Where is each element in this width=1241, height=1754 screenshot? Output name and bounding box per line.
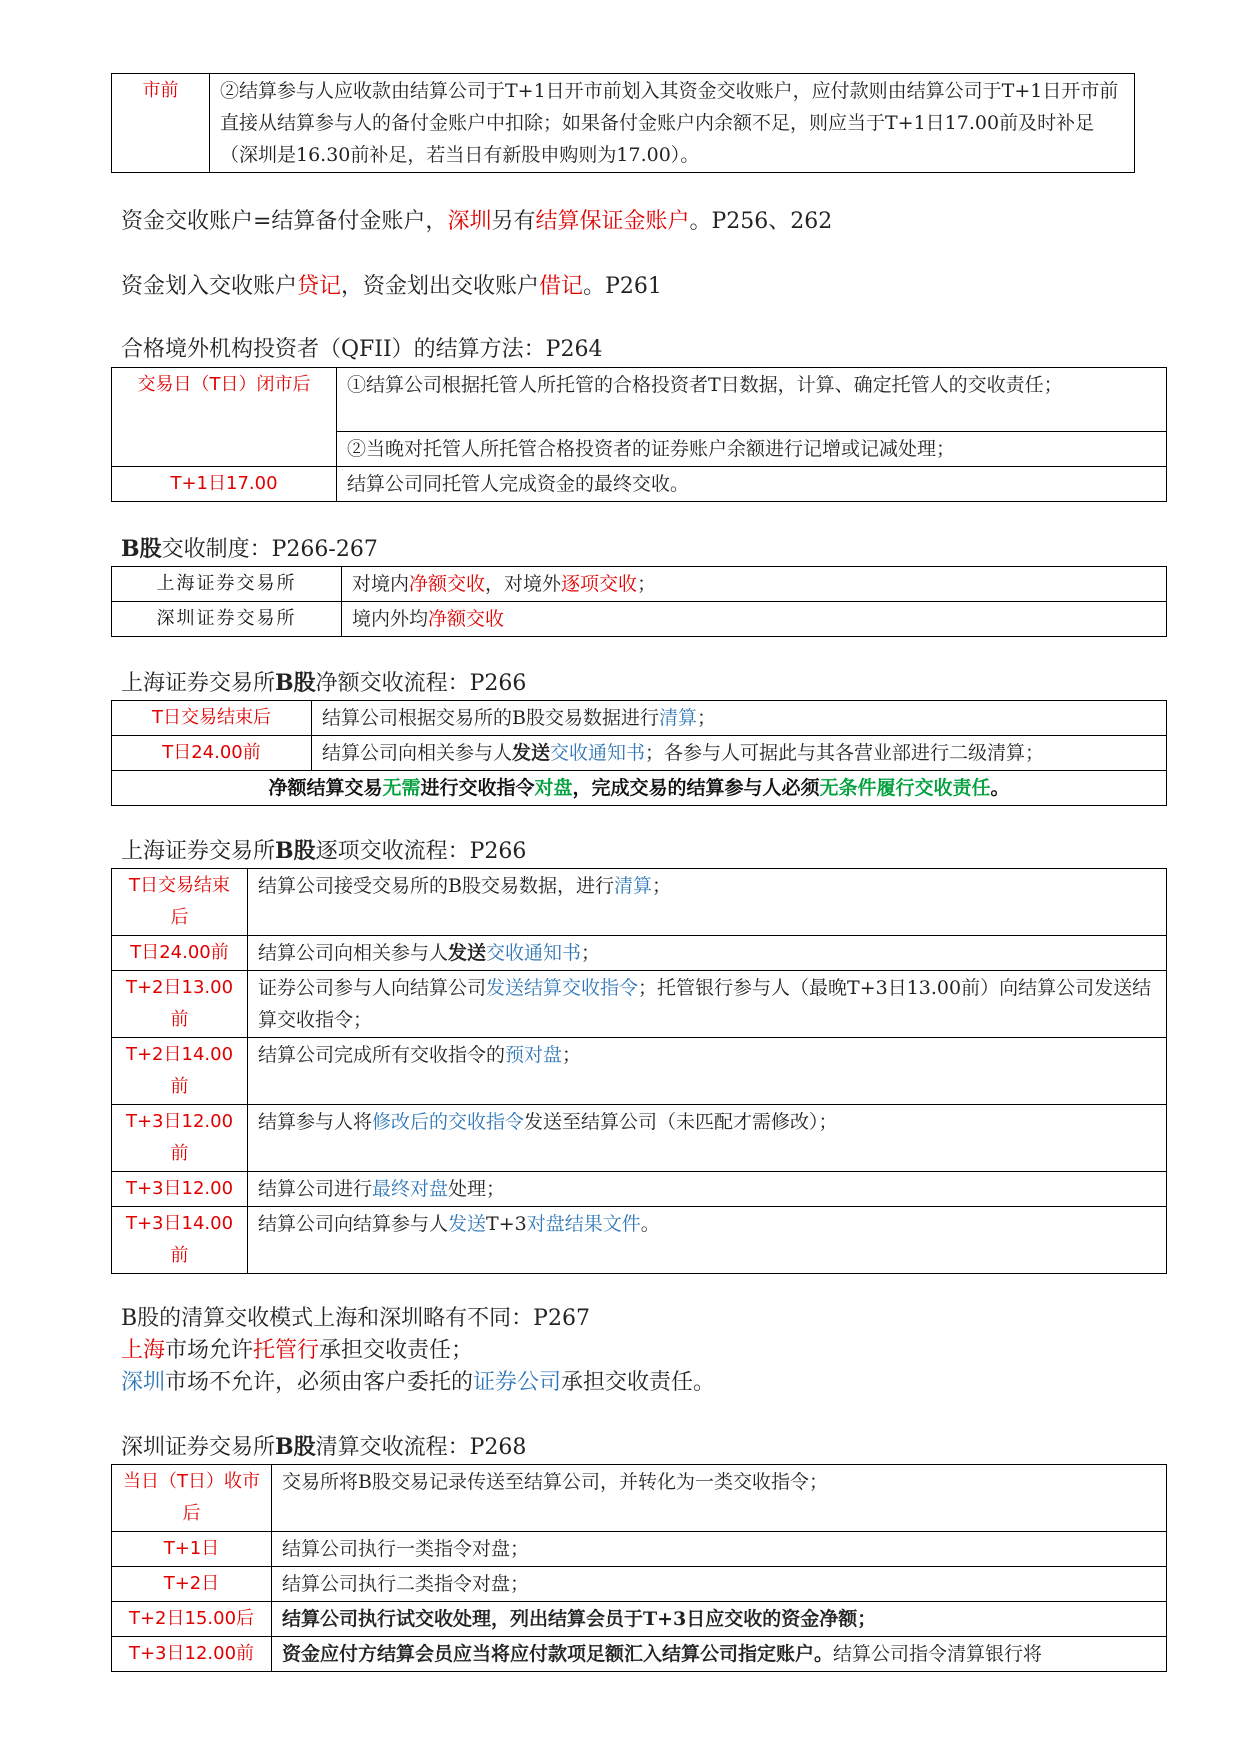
row-label: T日交易结束后 [112,701,312,736]
sz-settlement-table [111,1464,1167,1672]
row-label: T+3日14.00前 [112,1207,248,1274]
row-text: 交易所将B股交易记录传送至结算公司，并转化为一类交收指令； [272,1465,1167,1532]
heading-sh-net-settlement: 上海证券交易所B股净额交收流程：P266 [121,670,527,696]
row-label: T日交易结束后 [112,869,248,936]
summary-row: 净额结算交易无需进行交收指令对盘，完成交易的结算参与人必须无条件履行交收责任。 [112,771,1167,806]
row-text: 对境内净额交收，对境外逐项交收； [342,567,1167,602]
row-label: T+3日12.00前 [112,1105,248,1172]
sh-item-settlement-table [111,868,1167,1274]
row-label: 上海证券交易所 [112,567,342,602]
row-text: 结算参与人将修改后的交收指令发送至结算公司（未匹配才需修改）； [248,1105,1167,1172]
qfii-table [111,367,1167,502]
row-text: 结算公司向相关参与人发送交收通知书； [248,936,1167,971]
row-text: 结算公司完成所有交收指令的预对盘； [248,1038,1167,1105]
row-text: 结算公司执行试交收处理，列出结算会员于T+3日应交收的资金净额； [272,1602,1167,1637]
row-text: 结算公司向结算参与人发送T+3对盘结果文件。 [248,1207,1167,1274]
row-label: T+2日15.00后 [112,1602,272,1637]
heading-b-share-system: B股交收制度：P266-267 [121,536,378,562]
row-text: 结算公司进行最终对盘处理； [248,1172,1167,1207]
row-text: 结算公司接受交易所的B股交易数据，进行清算； [248,869,1167,936]
row-text: 结算公司根据交易所的B股交易数据进行清算； [312,701,1167,736]
row-text: 资金应付方结算会员应当将应付款项足额汇入结算公司指定账户。结算公司指令清算银行将 [272,1637,1167,1672]
row-text: 结算公司执行二类指令对盘； [272,1567,1167,1602]
row-label: T+1日 [112,1532,272,1567]
row-text: 境内外均净额交收 [342,602,1167,637]
sh-net-settlement-table [111,700,1167,806]
mode-line-2: 上海市场允许托管行承担交收责任； [121,1338,474,1363]
b-share-mode-paragraph [121,1303,715,1399]
row-text: 结算公司向相关参与人发送交收通知书；各参与人可据此与其各营业部进行二级清算； [312,736,1167,771]
row-label: T+2日13.00前 [112,971,248,1038]
settlement-table-1 [111,73,1135,173]
row-label: T日24.00前 [112,736,312,771]
row-label: T+2日 [112,1567,272,1602]
row-label: 当日（T日）收市后 [112,1465,272,1532]
row-label: T+1日17.00 [112,467,337,502]
row-text: ①结算公司根据托管人所托管的合格投资者T日数据，计算、确定托管人的交收责任； [337,368,1167,432]
row-label: 深圳证券交易所 [112,602,342,637]
row-label: T+3日12.00 [112,1172,248,1207]
row-label: T+2日14.00前 [112,1038,248,1105]
row-label: 市前 [112,74,210,173]
mode-line-1: B股的清算交收模式上海和深圳略有不同：P267 [121,1306,590,1331]
row-text: 结算公司同托管人完成资金的最终交收。 [337,467,1167,502]
heading-qfii: 合格境外机构投资者（QFII）的结算方法：P264 [121,337,603,362]
row-text: ②当晚对托管人所托管合格投资者的证券账户余额进行记增或记减处理； [337,432,1167,467]
mode-line-3: 深圳市场不允许，必须由客户委托的证券公司承担交收责任。 [121,1370,716,1395]
row-text: 结算公司执行一类指令对盘； [272,1532,1167,1567]
heading-sh-item-settlement: 上海证券交易所B股逐项交收流程：P266 [121,838,527,864]
heading-sz-settlement: 深圳证券交易所B股清算交收流程：P268 [121,1434,527,1460]
b-share-system-table [111,566,1167,637]
row-label: T+3日12.00前 [112,1637,272,1672]
row-label: 交易日（T日）闭市后 [112,368,337,467]
row-label: T日24.00前 [112,936,248,971]
row-text: ②结算参与人应收款由结算公司于T+1日开市前划入其资金交收账户，应付款则由结算公司于T+1日开市前直接从结算参与人的备付金账户中扣除；如果备付金账户内余额不足，则应当于T+1日17.00前及时补足（深圳是16.30前补足，若当日有新股申购则为17.00）。 [210,74,1135,173]
paragraph-credit-debit: 资金划入交收账户贷记，资金划出交收账户借记。P261 [121,274,662,299]
paragraph-account: 资金交收账户=结算备付金账户，深圳另有结算保证金账户。P256、262 [121,209,833,234]
row-text: 证券公司参与人向结算公司发送结算交收指令；托管银行参与人（最晚T+3日13.00前）向结算公司发送结算交收指令； [248,971,1167,1038]
